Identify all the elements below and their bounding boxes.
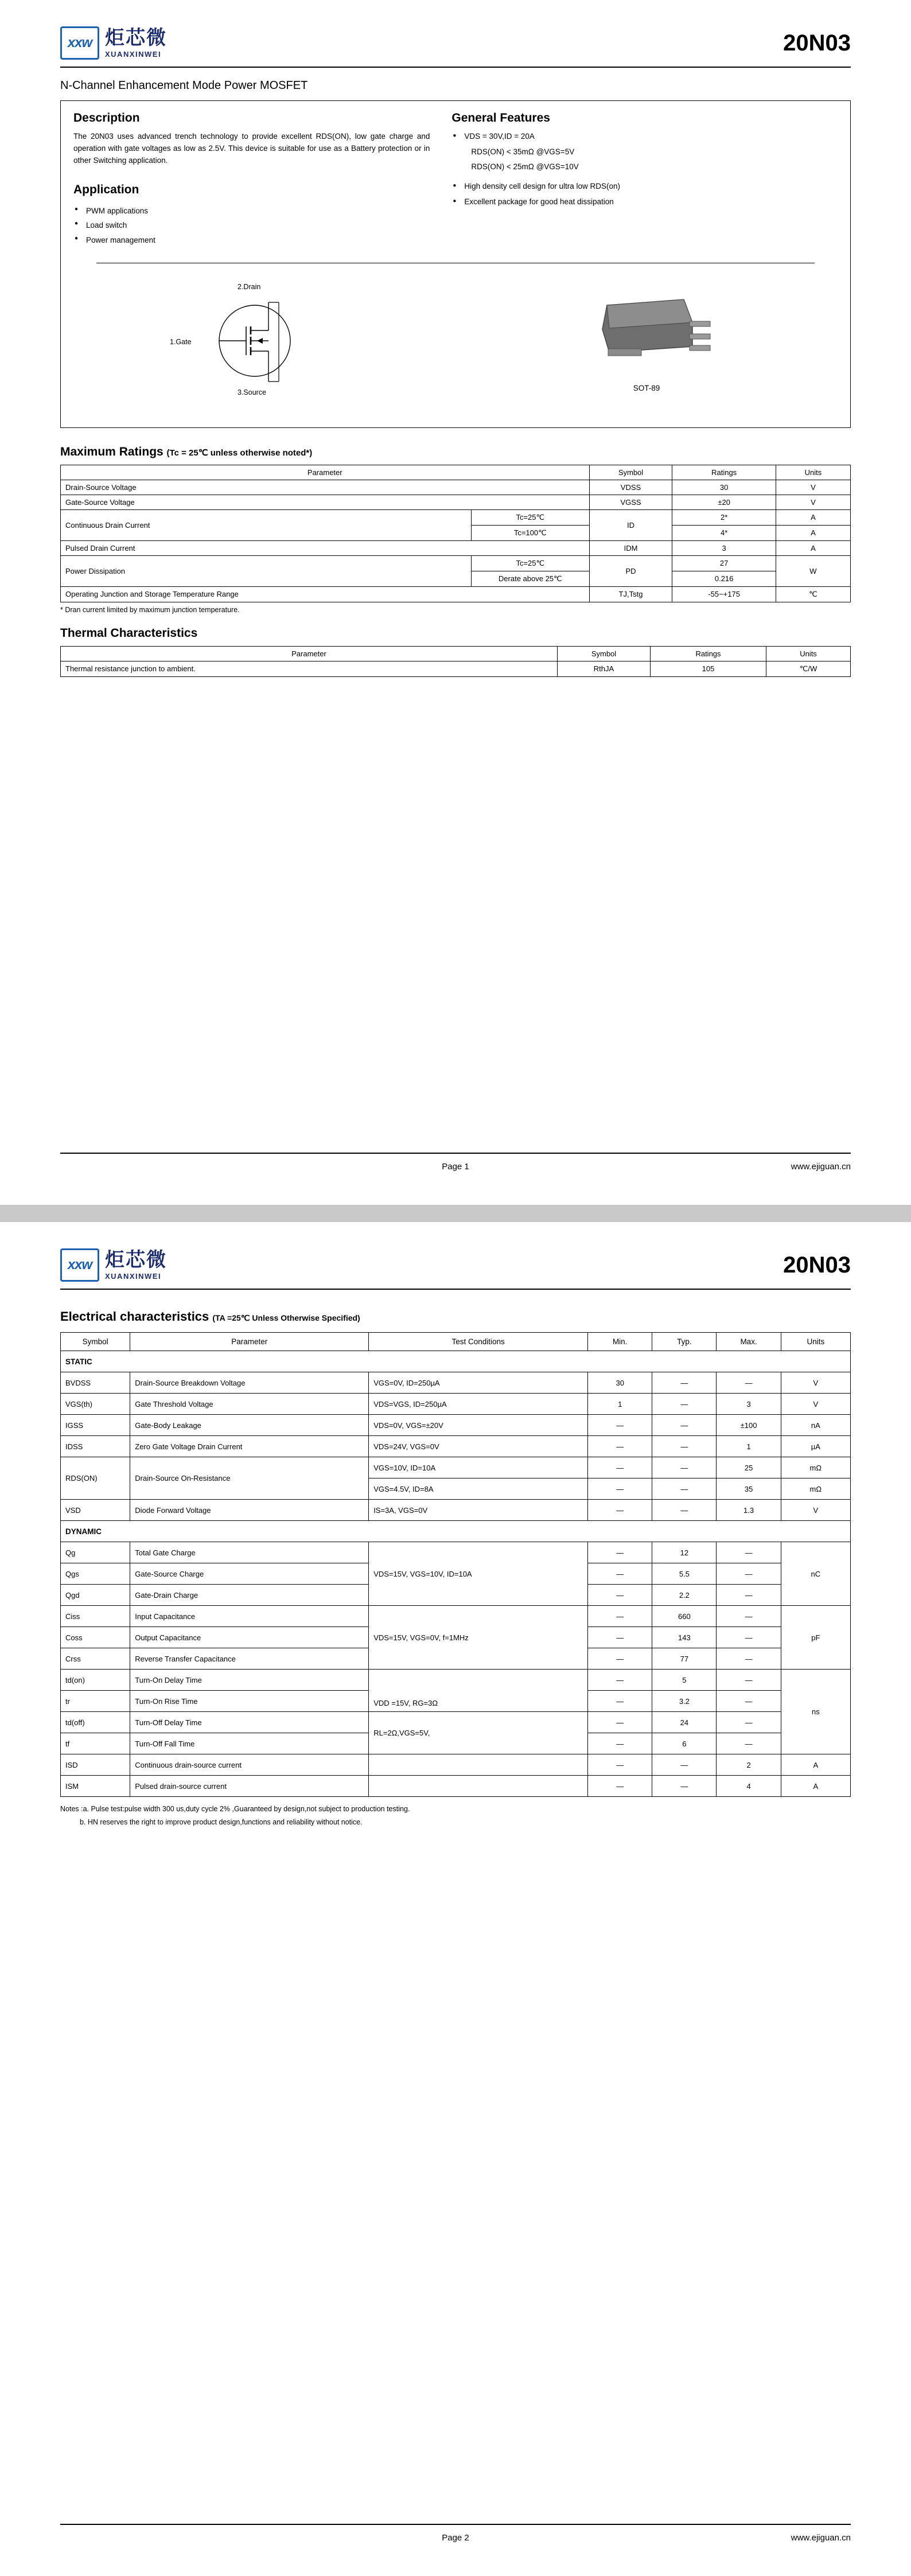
cell-parameter: Operating Junction and Storage Temperature Range: [61, 586, 590, 602]
cell-units: mΩ: [781, 1478, 850, 1500]
page-footer: [60, 2524, 851, 2543]
pin-label-drain: 2.Drain: [238, 282, 261, 291]
list-item: ● PWM applications: [73, 204, 430, 219]
cell-symbol: td(off): [61, 1712, 130, 1733]
cell-symbol: RthJA: [558, 661, 651, 676]
cell-max: —: [717, 1585, 781, 1606]
cell-ratings: 3: [672, 540, 776, 555]
table-notes: [60, 1803, 851, 1828]
cell-symbol: Qgs: [61, 1563, 130, 1585]
pin-label-gate: 1.Gate: [170, 337, 192, 346]
cell-condition: VGS=4.5V, ID=8A: [369, 1478, 588, 1500]
col-symbol: Symbol: [61, 1333, 130, 1351]
cell-min: —: [588, 1627, 652, 1648]
cell-parameter: Total Gate Charge: [130, 1542, 369, 1563]
general-features-heading: General Features: [451, 111, 550, 124]
cell-symbol: Coss: [61, 1627, 130, 1648]
cell-parameter: Pulsed drain-source current: [130, 1776, 369, 1797]
cell-ratings: 4*: [672, 525, 776, 540]
cell-units: A: [776, 540, 850, 555]
col-parameter: Parameter: [61, 465, 590, 480]
sot89-package-svg: [575, 289, 718, 375]
cell-parameter: Output Capacitance: [130, 1627, 369, 1648]
cell-typ: 77: [652, 1648, 717, 1670]
cell-max: 35: [717, 1478, 781, 1500]
cell-symbol: TJ,Tstg: [589, 586, 672, 602]
company-logo: [60, 1248, 167, 1282]
cell-typ: —: [652, 1754, 717, 1776]
cell-parameter: Input Capacitance: [130, 1606, 369, 1627]
cell-typ: —: [652, 1478, 717, 1500]
cell-symbol: Crss: [61, 1648, 130, 1670]
cell-symbol: tr: [61, 1691, 130, 1712]
cell-symbol: Qgd: [61, 1585, 130, 1606]
cell-typ: —: [652, 1372, 717, 1394]
cell-typ: —: [652, 1776, 717, 1797]
col-units: Units: [766, 646, 851, 661]
cell-units: ℃: [776, 586, 850, 602]
table-row: [61, 1606, 851, 1627]
cell-ratings: 105: [651, 661, 766, 676]
cell-condition: VDS=15V, VGS=0V, f=1MHz: [369, 1606, 588, 1670]
cell-min: —: [588, 1542, 652, 1563]
cell-symbol: td(on): [61, 1670, 130, 1691]
section-row-dynamic: [61, 1521, 851, 1542]
cell-units: V: [781, 1500, 850, 1521]
datasheet-page-2: [0, 1222, 911, 2576]
pin-label-source: 3.Source: [238, 388, 267, 396]
table-header-row: [61, 646, 851, 661]
col-units: Units: [776, 465, 850, 480]
table-row: [61, 661, 851, 676]
application-list: [73, 204, 430, 248]
cell-parameter: Turn-On Delay Time: [130, 1670, 369, 1691]
table-row: [61, 1457, 851, 1478]
feature-line-3: ● Excellent package for good heat dissipation: [451, 196, 838, 208]
table-row: [61, 1436, 851, 1457]
cell-symbol: VSD: [61, 1500, 130, 1521]
cell-symbol: ID: [589, 509, 672, 540]
max-ratings-title-note: (Tc = 25℃ unless otherwise noted*): [166, 448, 313, 458]
cell-symbol: VGS(th): [61, 1394, 130, 1415]
cell-min: —: [588, 1415, 652, 1436]
table-row: [61, 1754, 851, 1776]
cell-parameter: Gate Threshold Voltage: [130, 1394, 369, 1415]
description-heading: Description: [73, 111, 140, 124]
cell-max: —: [717, 1733, 781, 1754]
max-ratings-footnote: * Dran current limited by maximum junction temperature.: [60, 605, 240, 614]
page-number: Page 1: [442, 1162, 469, 1172]
cell-typ: —: [652, 1394, 717, 1415]
cell-condition: VDS=24V, VGS=0V: [369, 1436, 588, 1457]
cell-ratings: 27: [672, 555, 776, 571]
description-body: The 20N03 uses advanced trench technology to provide excellent RDS(ON), low gate charge and operation with gate voltages as low as 2.5V. This device is suitable for use as a Battery protection or in other Switching application.: [73, 132, 430, 165]
cell-ratings: 30: [672, 480, 776, 495]
table-row: [61, 1542, 851, 1563]
cell-units: V: [781, 1372, 850, 1394]
feature-line-1: ● VDS = 30V,ID = 20A: [451, 131, 838, 142]
cell-condition: VDS=VGS, ID=250µA: [369, 1394, 588, 1415]
cell-parameter: Drain-Source Breakdown Voltage: [130, 1372, 369, 1394]
cell-condition: VDS=15V, VGS=10V, ID=10A: [369, 1542, 588, 1606]
page-footer: [60, 1153, 851, 1172]
page-header: [60, 1222, 851, 1282]
cell-units: nA: [781, 1415, 850, 1436]
table-header-row: [61, 465, 851, 480]
cell-units: A: [781, 1754, 850, 1776]
cell-typ: —: [652, 1436, 717, 1457]
table-row: [61, 509, 851, 525]
table-row: [61, 555, 851, 571]
cell-parameter: Continuous Drain Current: [61, 509, 472, 540]
cell-condition: VGS=0V, ID=250µA: [369, 1372, 588, 1394]
cell-max: 3: [717, 1394, 781, 1415]
package-illustration: [552, 289, 741, 392]
page-number: Page 2: [442, 2533, 469, 2543]
cell-units: A: [776, 525, 850, 540]
feature-sub-2: RDS(ON) < 25mΩ @VGS=10V: [471, 162, 579, 171]
cell-condition: Derate above 25℃: [472, 571, 590, 586]
feature-line-2: ● High density cell design for ultra low RDS(on): [451, 181, 838, 192]
cell-parameter: Pulsed Drain Current: [61, 540, 590, 555]
cell-max: —: [717, 1712, 781, 1733]
cell-parameter: Reverse Transfer Capacitance: [130, 1648, 369, 1670]
feature-sub-1: RDS(ON) < 35mΩ @VGS=5V: [471, 147, 575, 157]
cell-typ: 24: [652, 1712, 717, 1733]
cell-max: 1.3: [717, 1500, 781, 1521]
cell-parameter: Gate-Source Charge: [130, 1563, 369, 1585]
electrical-characteristics-table: [60, 1332, 851, 1797]
cell-parameter: Turn-On Rise Time: [130, 1691, 369, 1712]
cell-condition: IS=3A, VGS=0V: [369, 1500, 588, 1521]
cell-max: 4: [717, 1776, 781, 1797]
section-label: STATIC: [61, 1351, 851, 1372]
logo-mark-icon: xxw: [60, 26, 99, 60]
col-typ: Typ.: [652, 1333, 717, 1351]
cell-units: ℃/W: [766, 661, 851, 676]
max-ratings-title-main: Maximum Ratings: [60, 445, 163, 458]
cell-typ: 660: [652, 1606, 717, 1627]
col-min: Min.: [588, 1333, 652, 1351]
table-row: [61, 1712, 851, 1733]
cell-condition: Tc=100℃: [472, 525, 590, 540]
col-symbol: Symbol: [558, 646, 651, 661]
part-number: 20N03: [783, 1252, 851, 1278]
cell-max: —: [717, 1648, 781, 1670]
cell-ratings: 0.216: [672, 571, 776, 586]
application-heading: Application: [73, 182, 139, 196]
cell-min: 30: [588, 1372, 652, 1394]
table-row: [61, 1394, 851, 1415]
document-subtitle: N-Channel Enhancement Mode Power MOSFET: [60, 79, 308, 92]
col-ratings: Ratings: [672, 465, 776, 480]
cell-max: ±100: [717, 1415, 781, 1436]
header-divider: [60, 67, 851, 68]
cell-symbol: VDSS: [589, 480, 672, 495]
logo-mark-icon: xxw: [60, 1248, 99, 1282]
footer-divider: [60, 1153, 851, 1154]
cell-min: —: [588, 1712, 652, 1733]
cell-units: µA: [781, 1436, 850, 1457]
cell-condition: VGS=10V, ID=10A: [369, 1457, 588, 1478]
cell-min: —: [588, 1563, 652, 1585]
cell-condition: Tc=25℃: [472, 509, 590, 525]
thermal-title: Thermal Characteristics: [60, 626, 198, 640]
cell-typ: 143: [652, 1627, 717, 1648]
col-max: Max.: [717, 1333, 781, 1351]
cell-max: 1: [717, 1436, 781, 1457]
list-item: ● Load switch: [73, 218, 430, 233]
cell-units: V: [776, 495, 850, 509]
cell-parameter: Continuous drain-source current: [130, 1754, 369, 1776]
ec-title-main: Electrical characteristics: [60, 1309, 209, 1324]
cell-min: —: [588, 1606, 652, 1627]
thermal-table: [60, 646, 851, 677]
cell-ratings: ±20: [672, 495, 776, 509]
cell-max: —: [717, 1563, 781, 1585]
cell-parameter: Gate-Body Leakage: [130, 1415, 369, 1436]
cell-typ: —: [652, 1500, 717, 1521]
cell-typ: 3.2: [652, 1691, 717, 1712]
cell-min: 1: [588, 1394, 652, 1415]
part-number: 20N03: [783, 30, 851, 56]
cell-symbol: IGSS: [61, 1415, 130, 1436]
table-row: [61, 1500, 851, 1521]
cell-min: —: [588, 1500, 652, 1521]
cell-max: —: [717, 1670, 781, 1691]
cell-symbol: Qg: [61, 1542, 130, 1563]
datasheet-page-1: [0, 0, 911, 1205]
symbol-svg: [170, 275, 359, 407]
cell-units: nC: [781, 1542, 850, 1606]
note-a: Notes :a. Pulse test:pulse width 300 us,duty cycle 2% ,Guaranteed by design,not subject to production testing.: [60, 1805, 410, 1813]
cell-units: A: [781, 1776, 850, 1797]
cell-max: —: [717, 1542, 781, 1563]
table-row: [61, 1372, 851, 1394]
cell-min: —: [588, 1478, 652, 1500]
section-row-static: [61, 1351, 851, 1372]
cell-parameter: Drain-Source On-Resistance: [130, 1457, 369, 1500]
cell-min: —: [588, 1733, 652, 1754]
cell-parameter: Power Dissipation: [61, 555, 472, 586]
max-ratings-title: [60, 445, 851, 459]
note-b: b. HN reserves the right to improve product design,functions and reliability without notice.: [80, 1818, 363, 1826]
col-parameter: Parameter: [130, 1333, 369, 1351]
col-ratings: Ratings: [651, 646, 766, 661]
cell-ratings: -55~+175: [672, 586, 776, 602]
mosfet-symbol-diagram: [170, 275, 359, 407]
cell-symbol: IDM: [589, 540, 672, 555]
cell-max: —: [717, 1691, 781, 1712]
electrical-characteristics-title: [60, 1309, 851, 1324]
table-row: [61, 480, 851, 495]
table-row: [61, 540, 851, 555]
table-row: [61, 586, 851, 602]
table-row: [61, 495, 851, 509]
cell-condition: Tc=25℃: [472, 555, 590, 571]
cell-symbol: tf: [61, 1733, 130, 1754]
cell-symbol: ISM: [61, 1776, 130, 1797]
cell-symbol: BVDSS: [61, 1372, 130, 1394]
cell-min: —: [588, 1691, 652, 1712]
cell-parameter: Diode Forward Voltage: [130, 1500, 369, 1521]
cell-symbol: IDSS: [61, 1436, 130, 1457]
cell-condition: [369, 1754, 588, 1776]
cell-max: —: [717, 1606, 781, 1627]
cell-units: V: [781, 1394, 850, 1415]
cell-min: —: [588, 1585, 652, 1606]
cell-min: —: [588, 1436, 652, 1457]
cell-condition: RL=2Ω,VGS=5V,: [369, 1712, 588, 1754]
cell-units: A: [776, 509, 850, 525]
cell-typ: 12: [652, 1542, 717, 1563]
cell-condition: VDS=0V, VGS=±20V: [369, 1415, 588, 1436]
cell-symbol: ISD: [61, 1754, 130, 1776]
cell-symbol: VGSS: [589, 495, 672, 509]
cell-min: —: [588, 1670, 652, 1691]
cell-condition: VDD =15V, RG=3Ω: [369, 1670, 588, 1712]
list-item: ● Power management: [73, 233, 430, 248]
cell-parameter: Drain-Source Voltage: [61, 480, 590, 495]
col-units: Units: [781, 1333, 850, 1351]
cell-parameter: Zero Gate Voltage Drain Current: [130, 1436, 369, 1457]
cell-typ: —: [652, 1415, 717, 1436]
footer-url[interactable]: www.ejiguan.cn: [791, 2533, 851, 2543]
cell-typ: —: [652, 1457, 717, 1478]
header-divider: [60, 1289, 851, 1290]
company-name-en: XUANXINWEI: [105, 1271, 162, 1281]
company-logo: [60, 26, 167, 60]
page-header: [60, 0, 851, 60]
cell-min: —: [588, 1776, 652, 1797]
cell-units: W: [776, 555, 850, 586]
cell-symbol: RDS(ON): [61, 1457, 130, 1500]
cell-parameter: Turn-Off Delay Time: [130, 1712, 369, 1733]
table-row: [61, 1670, 851, 1691]
cell-parameter: Gate-Drain Charge: [130, 1585, 369, 1606]
cell-parameter: Thermal resistance junction to ambient.: [61, 661, 558, 676]
cell-symbol: Ciss: [61, 1606, 130, 1627]
cell-typ: 2.2: [652, 1585, 717, 1606]
footer-url[interactable]: www.ejiguan.cn: [791, 1162, 851, 1172]
cell-min: —: [588, 1457, 652, 1478]
cell-parameter: Gate-Source Voltage: [61, 495, 590, 509]
package-name: SOT-89: [633, 383, 660, 392]
cell-typ: 5: [652, 1670, 717, 1691]
cell-max: 25: [717, 1457, 781, 1478]
cell-units: V: [776, 480, 850, 495]
section-label: DYNAMIC: [61, 1521, 851, 1542]
cell-typ: 5.5: [652, 1563, 717, 1585]
table-row: [61, 1776, 851, 1797]
cell-units: ns: [781, 1670, 850, 1754]
cell-symbol: PD: [589, 555, 672, 586]
cell-parameter: Turn-Off Fall Time: [130, 1733, 369, 1754]
symbol-package-row: [73, 269, 838, 413]
description-panel: [60, 100, 851, 428]
cell-units: pF: [781, 1606, 850, 1670]
cell-max: —: [717, 1627, 781, 1648]
ec-title-note: (TA =25℃ Unless Otherwise Specified): [212, 1313, 360, 1322]
company-name-cn: 炬芯微: [105, 1248, 167, 1271]
col-test-conditions: Test Conditions: [369, 1333, 588, 1351]
cell-max: —: [717, 1372, 781, 1394]
table-row: [61, 1415, 851, 1436]
col-parameter: Parameter: [61, 646, 558, 661]
cell-min: —: [588, 1648, 652, 1670]
company-name-en: XUANXINWEI: [105, 49, 162, 59]
company-name-cn: 炬芯微: [105, 26, 167, 49]
cell-ratings: 2*: [672, 509, 776, 525]
cell-units: mΩ: [781, 1457, 850, 1478]
col-symbol: Symbol: [589, 465, 672, 480]
cell-min: —: [588, 1754, 652, 1776]
max-ratings-table: [60, 465, 851, 602]
cell-condition: [369, 1776, 588, 1797]
table-header-row: [61, 1333, 851, 1351]
cell-max: 2: [717, 1754, 781, 1776]
footer-divider: [60, 2524, 851, 2525]
cell-typ: 6: [652, 1733, 717, 1754]
